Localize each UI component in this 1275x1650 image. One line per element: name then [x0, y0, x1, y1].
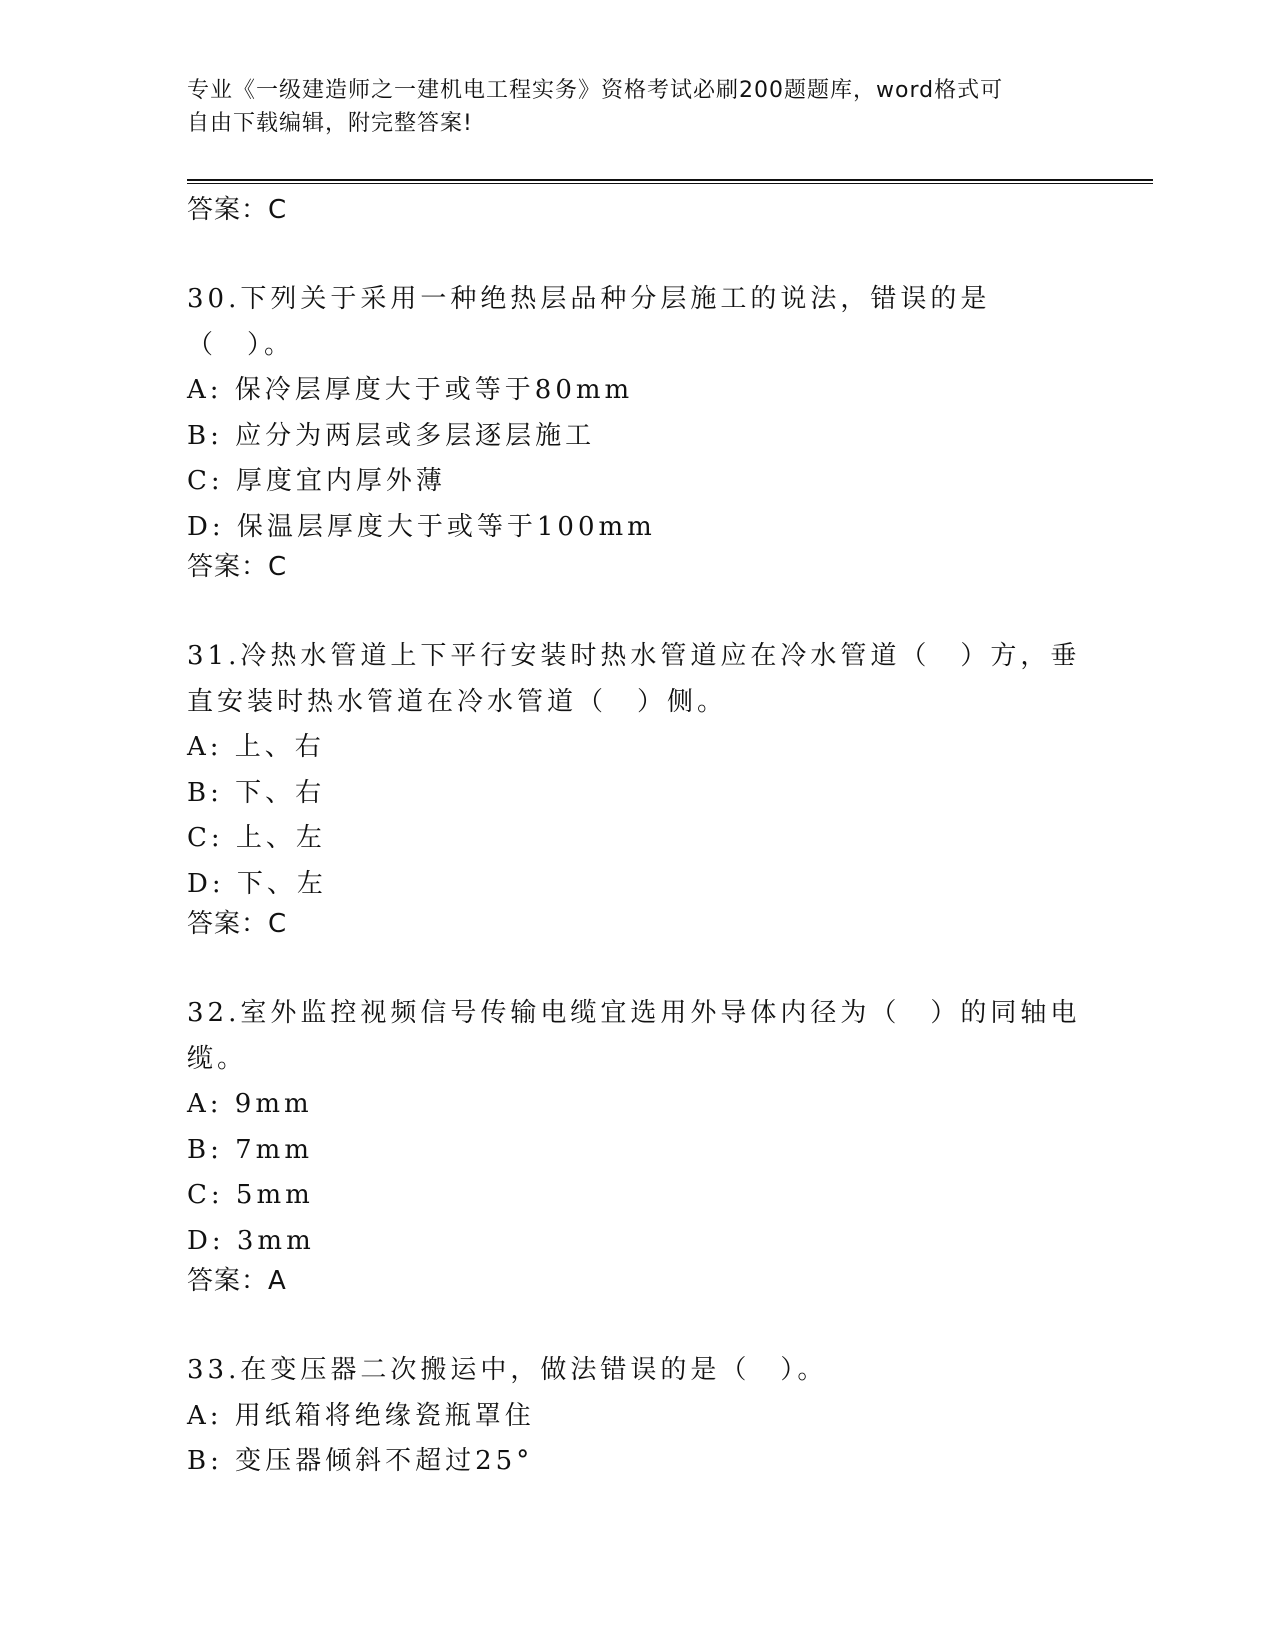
option-b: B: 变压器倾斜不超过25° [187, 1446, 534, 1476]
header-divider [187, 179, 1153, 181]
question-text: 31.冷热水管道上下平行安装时热水管道应在冷水管道（ ）方，垂直安装时热水管道在冷水管道（ ）侧。 [187, 641, 1081, 717]
question-list [187, 193, 1087, 1485]
option-b: B: 应分为两层或多层逐层施工 [187, 420, 596, 451]
question-block-32 [187, 991, 1087, 1298]
option-c: C: 5mm [187, 1180, 314, 1210]
option-a: A: 用纸箱将绝缘瓷瓶罩住 [187, 1400, 535, 1431]
option-a: A: 保冷层厚度大于或等于80mm [187, 375, 634, 405]
previous-answer: 答案：C [187, 195, 288, 225]
option-d: D: 下、左 [187, 868, 327, 899]
option-d: D: 3mm [187, 1225, 315, 1256]
option-b: B: 下、右 [187, 777, 326, 808]
option-b: B: 7mm [187, 1134, 313, 1165]
option-c: C: 厚度宜内厚外薄 [187, 466, 446, 496]
spacer [187, 1298, 1087, 1348]
question-text: 32.室外监控视频信号传输电缆宜选用外导体内径为（ ）的同轴电缆。 [187, 998, 1081, 1074]
spacer [187, 584, 1087, 634]
option-c: C: 上、左 [187, 823, 326, 853]
header-line-1: 专业《一级建造师之一建机电工程实务》资格考试必刷200题题库，word格式可 [187, 78, 1004, 103]
question-block-33 [187, 1348, 1087, 1485]
header-line-2: 自由下载编辑，附完整答案! [187, 111, 473, 136]
question-text: 33.在变压器二次搬运中，做法错误的是（ ）。 [187, 1355, 828, 1385]
question-text: 30.下列关于采用一种绝热层品种分层施工的说法，错误的是（ ）。 [187, 284, 991, 360]
question-block-31 [187, 634, 1087, 941]
answer-label: 答案：C [187, 552, 288, 582]
option-a: A: 9mm [187, 1089, 313, 1119]
question-block-30 [187, 277, 1087, 584]
document-header [187, 74, 1067, 140]
header-divider-thin [187, 183, 1153, 184]
answer-label: 答案：A [187, 1266, 287, 1296]
spacer [187, 941, 1087, 991]
spacer [187, 227, 1087, 277]
option-a: A: 上、右 [187, 732, 325, 762]
answer-label: 答案：C [187, 909, 288, 939]
option-d: D: 保温层厚度大于或等于100mm [187, 511, 656, 542]
